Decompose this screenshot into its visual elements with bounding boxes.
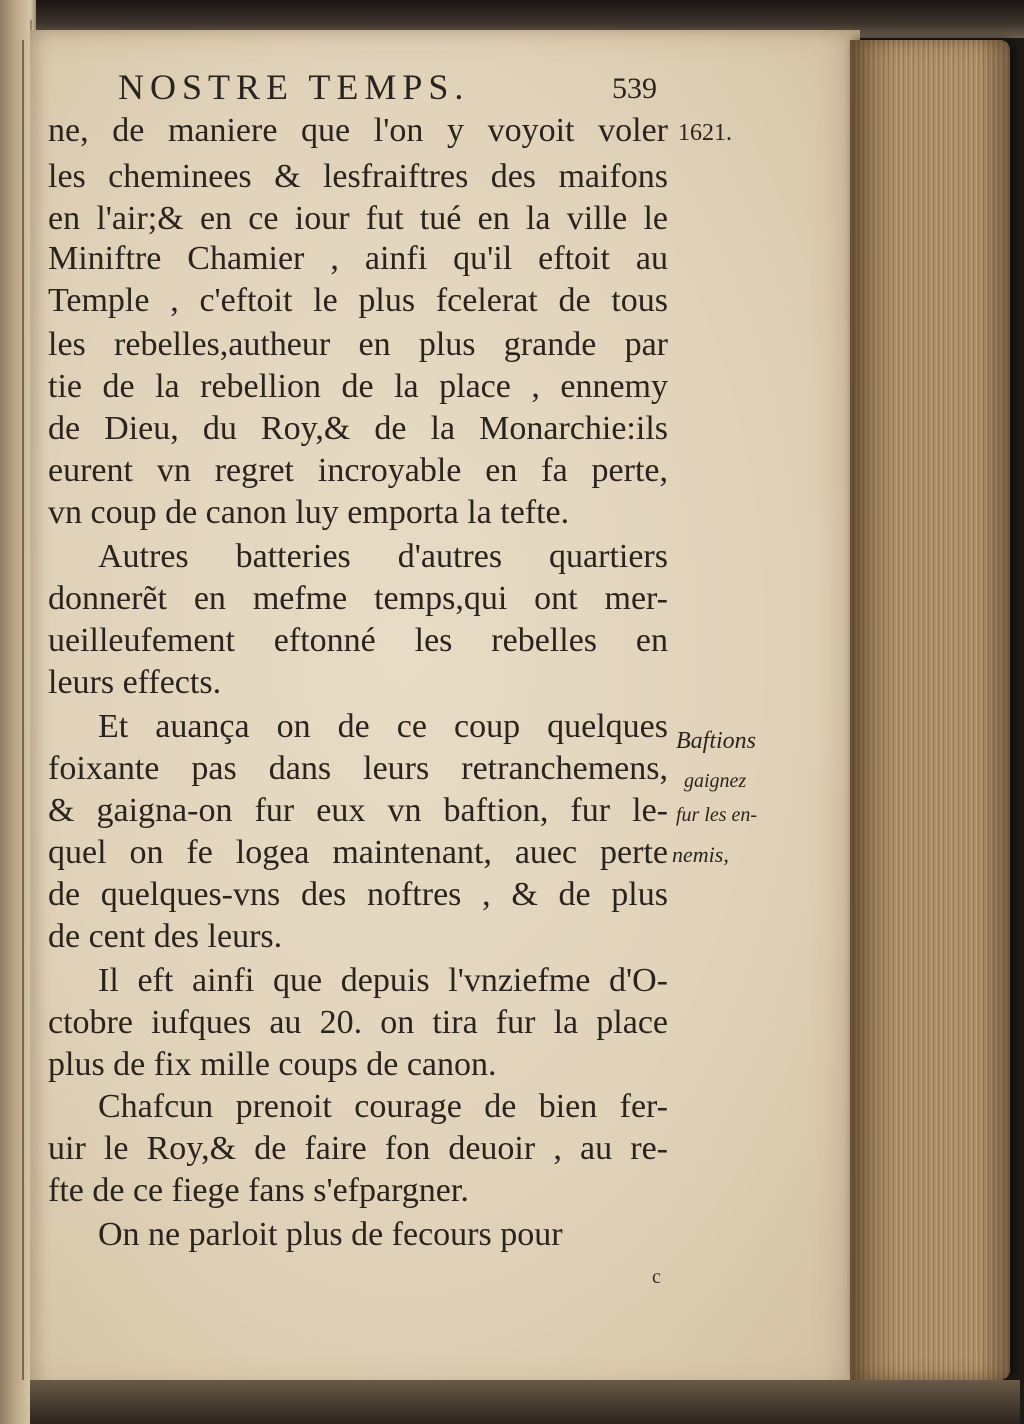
text-line: foixante pas dans leurs retranchemens, (48, 750, 668, 787)
page-stack-shade (850, 40, 1010, 1380)
text-line: uir le Roy,& de faire fon deuoir , au re- (48, 1130, 668, 1167)
margin-note-line: nemis, (672, 842, 729, 867)
text-line: plus de fix mille coups de canon. (48, 1046, 497, 1083)
margin-note-line: fur les en- (676, 804, 758, 826)
bottom-edge (30, 1380, 1020, 1424)
text-line: Chafcun prenoit courage de bien fer- (98, 1088, 668, 1125)
text-line: les cheminees & lesfraiftres des maifons (48, 158, 668, 195)
text-line: fte de ce fiege fans s'efpargner. (48, 1172, 469, 1209)
running-head: NOSTRE TEMPS. (118, 67, 470, 107)
gutter-line (22, 40, 24, 1380)
text-line: ctobre iufques au 20. on tira fur la place (48, 1004, 668, 1041)
margin-note-line: Baftions (676, 728, 757, 754)
text-line: donnerẽt en mefme temps,qui ont mer- (48, 580, 668, 617)
text-line: vn coup de canon luy emporta la tefte. (48, 494, 570, 531)
text-line: de quelques-vns des noftres , & de plus (48, 876, 668, 913)
text-line: de cent des leurs. (48, 918, 283, 955)
text-line: On ne parloit plus de fecours pour (98, 1216, 563, 1253)
text-line: leurs effects. (48, 664, 222, 701)
text-line: eurent vn regret incroyable en fa perte, (48, 452, 668, 489)
text-line: Autres batteries d'autres quartiers (98, 538, 668, 575)
text-line: Et auança on de ce coup quelques (98, 708, 668, 745)
text-line: en l'air;& en ce iour fut tué en la ville le (48, 200, 668, 237)
text-line: Il eft ainfi que depuis l'vnziefme d'O- (98, 962, 668, 999)
text-line: ne, de maniere que l'on y voyoit voler (48, 112, 668, 149)
text-line: tie de la rebellion de la place , ennemy (48, 368, 668, 405)
signature-mark: c (652, 1266, 661, 1288)
text-line: & gaigna-on fur eux vn baftion, fur le- (48, 792, 668, 829)
text-line: Miniftre Chamier , ainfi qu'il eftoit au (48, 240, 668, 277)
text-line: ueilleufement eftonné les rebelles en (48, 622, 668, 659)
text-line: quel on fe logea maintenant, auec perte (48, 834, 668, 871)
text-line: de Dieu, du Roy,& de la Monarchie:ils (48, 410, 668, 447)
page-number: 539 (612, 72, 657, 105)
text-line: les rebelles,autheur en plus grande par (48, 326, 668, 363)
margin-note-line: gaignez (684, 770, 747, 792)
margin-year: 1621. (678, 120, 732, 146)
text-line: Temple , c'eftoit le plus fcelerat de tous (48, 282, 668, 319)
